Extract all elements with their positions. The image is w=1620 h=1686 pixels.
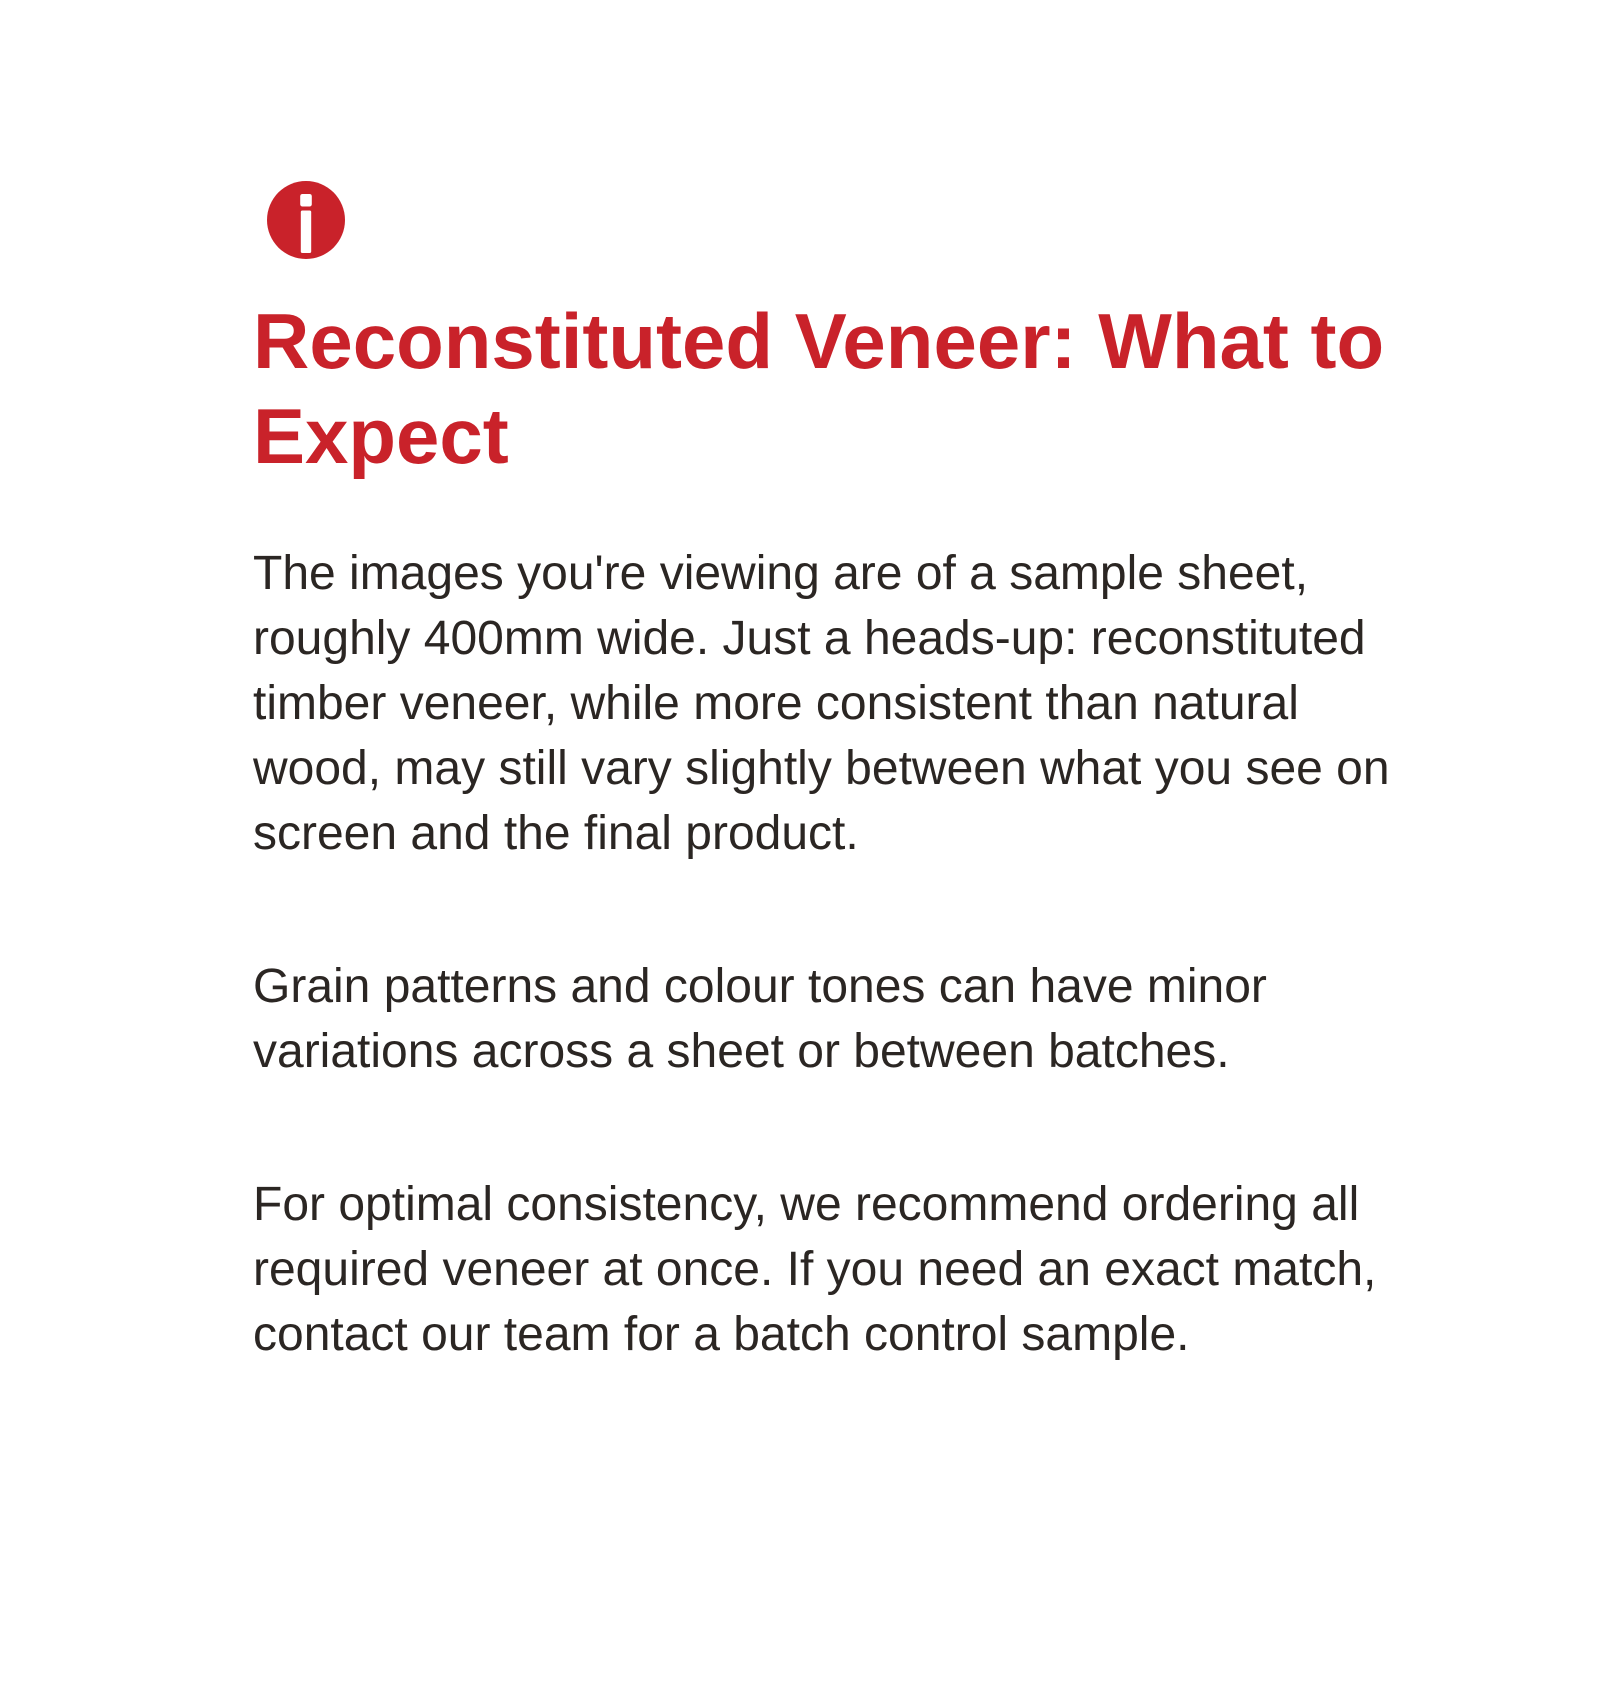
info-callout-section [253,181,1423,1367]
callout-heading: Reconstituted Veneer: What to Expect [253,297,1385,480]
callout-body [253,541,1423,1367]
info-icon [267,181,345,259]
callout-paragraph: The images you're viewing are of a sample sheet, roughly 400mm wide. Just a heads-up: reconstituted timber veneer, while more consistent than natural wood, may still vary slightly between what you see on screen and the final product. [253,547,1390,860]
callout-paragraph: For optimal consistency, we recommend ordering all required veneer at once. If you need an exact match, contact our team for a batch control sample. [253,1178,1377,1361]
callout-paragraph: Grain patterns and colour tones can have minor variations across a sheet or between batches. [253,960,1267,1078]
